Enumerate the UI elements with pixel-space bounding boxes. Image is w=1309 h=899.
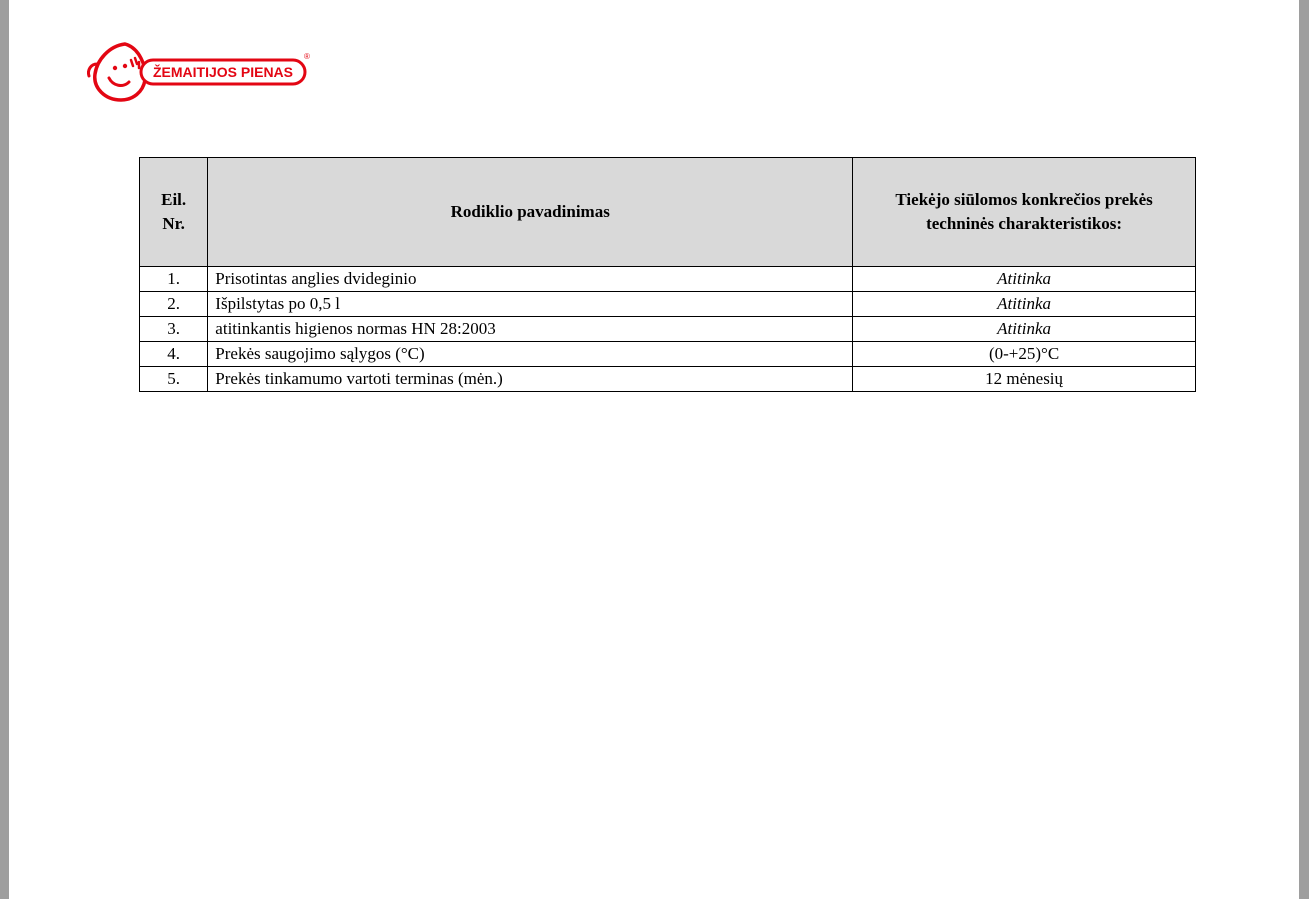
table-row (140, 367, 1196, 392)
row-value: Atitinka (853, 317, 1196, 342)
row-number: 5. (140, 367, 208, 392)
table-row (140, 317, 1196, 342)
header-value: Tiekėjo siūlomos konkrečios prekės techninės charakteristikos: (853, 158, 1196, 267)
row-number: 1. (140, 267, 208, 292)
row-value: Atitinka (853, 292, 1196, 317)
logo-text: ŽEMAITIJOS PIENAS (152, 64, 294, 80)
zemaitijos-pienas-logo (87, 40, 311, 104)
document-page (9, 0, 1299, 899)
row-number: 4. (140, 342, 208, 367)
registered-mark: ® (304, 52, 310, 61)
table-header-row (140, 158, 1196, 267)
specification-table (139, 157, 1196, 392)
header-name: Rodiklio pavadinimas (208, 158, 853, 267)
row-value: (0-+25)°C (853, 342, 1196, 367)
table-row (140, 292, 1196, 317)
row-number: 2. (140, 292, 208, 317)
row-value: Atitinka (853, 267, 1196, 292)
header-nr: Eil. Nr. (140, 158, 208, 267)
table-row (140, 267, 1196, 292)
table-row (140, 342, 1196, 367)
row-value: 12 mėnesių (853, 367, 1196, 392)
row-name: Prekės saugojimo sąlygos (°C) (208, 342, 853, 367)
row-name: Prekės tinkamumo vartoti terminas (mėn.) (208, 367, 853, 392)
row-name: atitinkantis higienos normas HN 28:2003 (208, 317, 853, 342)
row-name: Išpilstytas po 0,5 l (208, 292, 853, 317)
row-name: Prisotintas anglies dvideginio (208, 267, 853, 292)
row-number: 3. (140, 317, 208, 342)
